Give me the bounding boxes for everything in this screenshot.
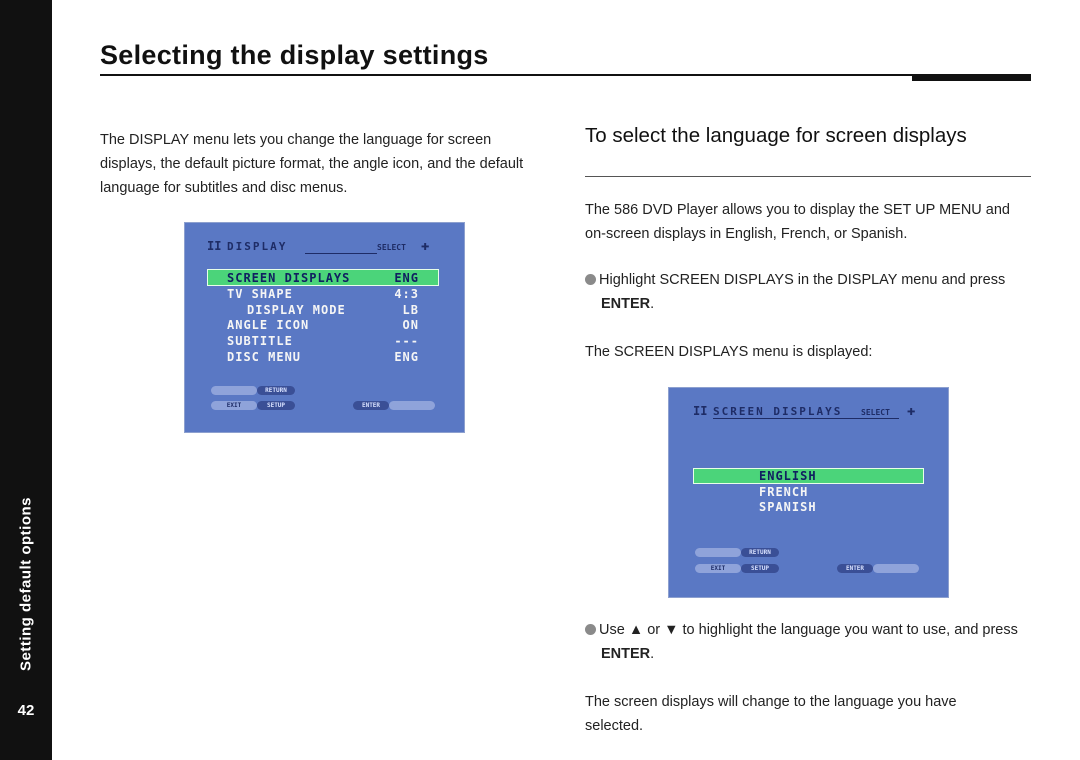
osd-title: DISPLAY bbox=[227, 240, 288, 253]
bullet-icon bbox=[585, 624, 596, 635]
menu-row-angle-icon bbox=[227, 318, 419, 332]
enter-key-label: ENTER bbox=[601, 646, 651, 662]
exit-button: EXIT bbox=[695, 564, 741, 573]
row-label: TV SHAPE bbox=[227, 287, 293, 301]
bullet-icon bbox=[585, 274, 596, 285]
row-label: SUBTITLE bbox=[227, 334, 293, 348]
setup-button: SETUP bbox=[741, 564, 779, 573]
sidebar bbox=[0, 0, 52, 760]
enter-bar bbox=[873, 564, 919, 573]
row-value: ON bbox=[402, 318, 419, 332]
row-value: ENG bbox=[394, 271, 419, 285]
page-number: 42 bbox=[17, 702, 35, 719]
step-2-pre: Use bbox=[599, 622, 629, 638]
row-label: ANGLE ICON bbox=[227, 318, 310, 332]
select-label: SELECT bbox=[861, 408, 890, 417]
enter-button: ENTER bbox=[353, 401, 389, 410]
row-label: SCREEN DISPLAYS bbox=[227, 271, 351, 285]
down-arrow-icon: ▼ bbox=[664, 622, 679, 638]
exit-button: EXIT bbox=[211, 401, 257, 410]
osd-title: SCREEN DISPLAYS bbox=[713, 405, 843, 418]
return-button: RETURN bbox=[257, 386, 295, 395]
up-arrow-icon: ▲ bbox=[628, 622, 644, 638]
language-spanish bbox=[759, 500, 817, 514]
display-menu-screenshot bbox=[184, 222, 465, 433]
row-label: DISPLAY MODE bbox=[247, 303, 346, 317]
return-bar bbox=[211, 386, 257, 395]
step-1-end: . bbox=[650, 296, 655, 312]
step-1 bbox=[585, 268, 1026, 316]
enter-button: ENTER bbox=[837, 564, 873, 573]
dpad-icon: ✚ bbox=[907, 403, 916, 419]
language-label: SPANISH bbox=[759, 500, 817, 514]
osd-header-line bbox=[305, 253, 377, 254]
menu-icon: II bbox=[693, 404, 708, 418]
menu-row-tv-shape bbox=[227, 287, 419, 301]
step-1-text: Highlight SCREEN DISPLAYS in the DISPLAY menu and press bbox=[599, 272, 1006, 288]
section-subheading: To select the language for screen displays bbox=[585, 124, 967, 147]
row-label: DISC MENU bbox=[227, 350, 302, 364]
menu-row-screen-displays bbox=[227, 271, 419, 285]
setup-button: SETUP bbox=[257, 401, 295, 410]
row-value: 4:3 bbox=[394, 287, 419, 301]
screen-displays-menu-screenshot bbox=[668, 387, 949, 598]
row-value: --- bbox=[394, 334, 419, 348]
menu-row-disc-menu bbox=[227, 350, 419, 364]
intro-paragraph: The DISPLAY menu lets you change the language for screen displays, the default picture format, the angle icon, and the default language for subtitles and disc menus. bbox=[100, 132, 524, 196]
language-english bbox=[759, 469, 817, 483]
enter-key-label: ENTER bbox=[601, 296, 651, 312]
step-2-or: or bbox=[643, 622, 665, 638]
enter-bar bbox=[389, 401, 435, 410]
osd-header-line bbox=[713, 418, 899, 419]
step-2 bbox=[585, 618, 1031, 666]
language-label: ENGLISH bbox=[759, 469, 817, 483]
return-button: RETURN bbox=[741, 548, 779, 557]
subheading-rule bbox=[585, 176, 1031, 177]
select-label: SELECT bbox=[377, 243, 406, 252]
return-bar bbox=[695, 548, 741, 557]
step-2-end: . bbox=[650, 646, 655, 662]
result-paragraph: The SCREEN DISPLAYS menu is displayed: bbox=[585, 344, 873, 360]
row-value: ENG bbox=[394, 350, 419, 364]
language-label: FRENCH bbox=[759, 485, 809, 499]
intro-right-paragraph: The 586 DVD Player allows you to display the SET UP MENU and on-screen displays in English, French, or Spanish. bbox=[585, 202, 1010, 242]
title-rule bbox=[100, 74, 1031, 76]
section-label: Setting default options bbox=[17, 497, 35, 671]
step-2-text: to highlight the language you want to use, and press bbox=[678, 622, 1018, 638]
page-title: Selecting the display settings bbox=[100, 40, 489, 70]
menu-row-display-mode bbox=[247, 303, 419, 317]
dpad-icon: ✚ bbox=[421, 238, 430, 254]
menu-icon: II bbox=[207, 239, 222, 253]
closing-paragraph: The screen displays will change to the language you have selected. bbox=[585, 694, 957, 734]
row-value: LB bbox=[402, 303, 419, 317]
language-french bbox=[759, 485, 808, 499]
menu-row-subtitle bbox=[227, 334, 419, 348]
title-rule-accent bbox=[912, 74, 1031, 81]
